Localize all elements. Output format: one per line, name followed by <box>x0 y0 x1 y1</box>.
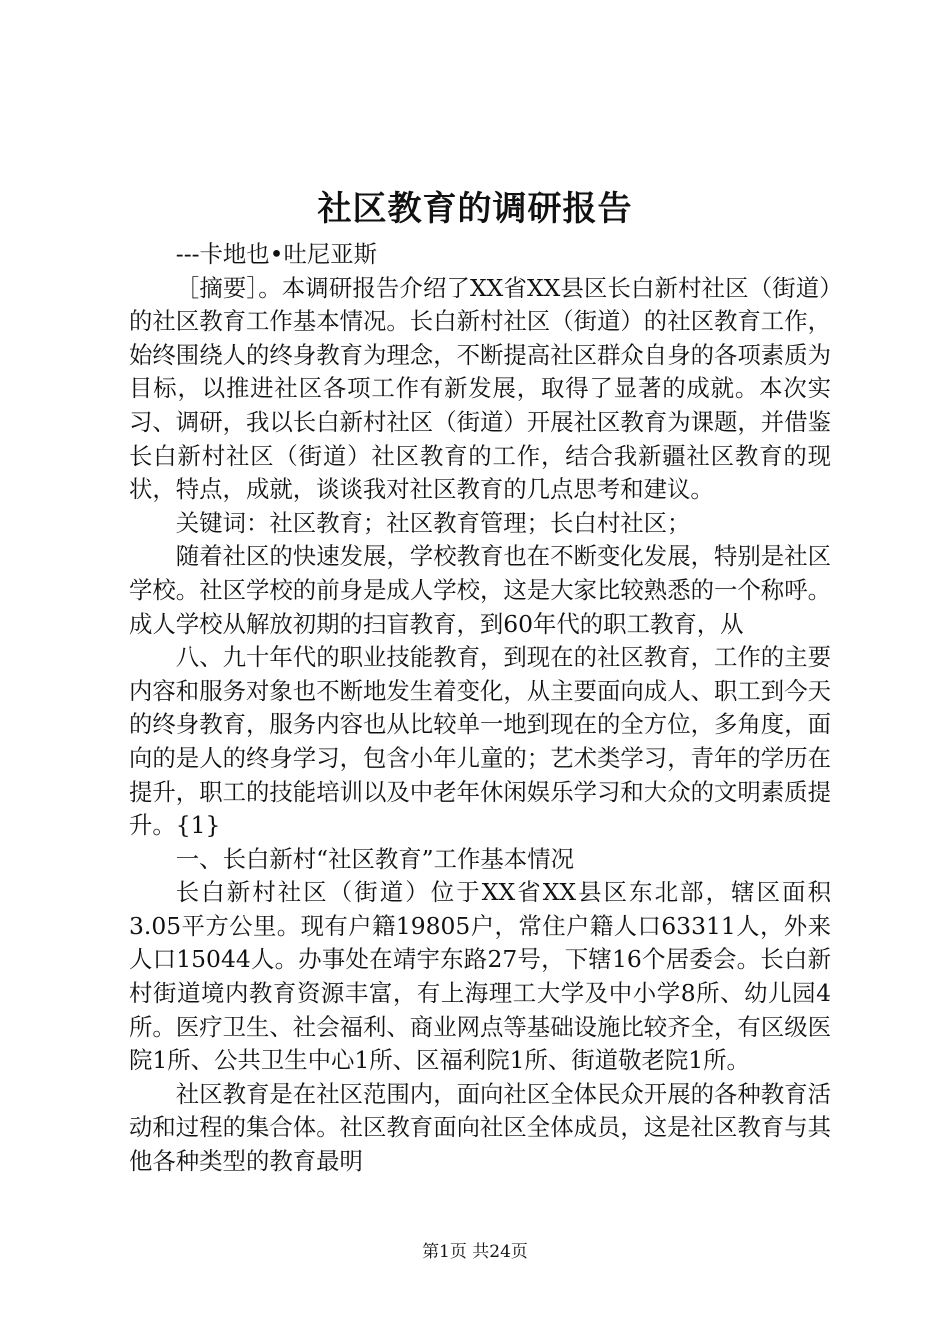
author-line: ---卡地也•吐尼亚斯 <box>175 240 378 268</box>
document-title: 社区教育的调研报告 <box>317 189 633 229</box>
keywords-paragraph: 关键词：社区教育；社区教育管理；长白村社区； <box>175 508 691 537</box>
intro-paragraph: 随着社区的快速发展，学校教育也在不断变化发展，特别是社区学校。社区学校的前身是成人学校，这是大家比较熟悉的一个称呼。成人学校从解放初期的扫盲教育，到60年代的职工教育，从 <box>129 542 831 638</box>
definition-paragraph: 社区教育是在社区范围内，面向社区全体民众开展的各种教育活动和过程的集合体。社区教育面向社区全体成员，这是社区教育与其他各种类型的教育最明 <box>129 1079 831 1176</box>
abstract-paragraph: ［摘要］。本调研报告介绍了XX省XX县区长白新村社区（街道）的社区教育工作基本情况。长白新村社区（街道）的社区教育工作，始终围绕人的终身教育为理念，不断提高社区群众自身的各项素质为目标，以推进社区各项工作有新发展，取得了显著的成就。本次实习、调研，我以长白新村社区（街道）开展社区教育为课题，并借鉴长白新村社区（街道）社区教育的工作，结合我新疆社区教育的现状，特点，成就，谈谈我对社区教育的几点思考和建议。 <box>129 273 831 504</box>
intro-continued-paragraph: 八、九十年代的职业技能教育，到现在的社区教育，工作的主要内容和服务对象也不断地发生着变化，从主要面向成人、职工到今天的终身教育，服务内容也从比较单一地到现在的全方位，多角度，面向的是人的终身学习，包含小年儿童的；艺术类学习，青年的学历在提升，职工的技能培训以及中老年休闲娱乐学习和大众的文明素质提升。{1} <box>129 643 831 840</box>
document-body <box>129 238 831 1179</box>
section-paragraph: 长白新村社区（街道）位于XX省XX县区东北部，辖区面积3.05平方公里。现有户籍19805户，常住户籍人口63311人，外来人口15044人。办事处在靖宇东路27号，下辖16个居委会。长白新村街道境内教育资源丰富，有上海理工大学及中小学8所、幼儿园4所。医疗卫生、社会福利、商业网点等基础设施比较齐全，有区级医院1所、公共卫生中心1所、区福利院1所、街道敬老院1所。 <box>129 878 831 1075</box>
section-heading: 一、长白新村“社区教育”工作基本情况 <box>175 844 574 873</box>
page-footer: 第1页 共24页 <box>422 1242 528 1262</box>
